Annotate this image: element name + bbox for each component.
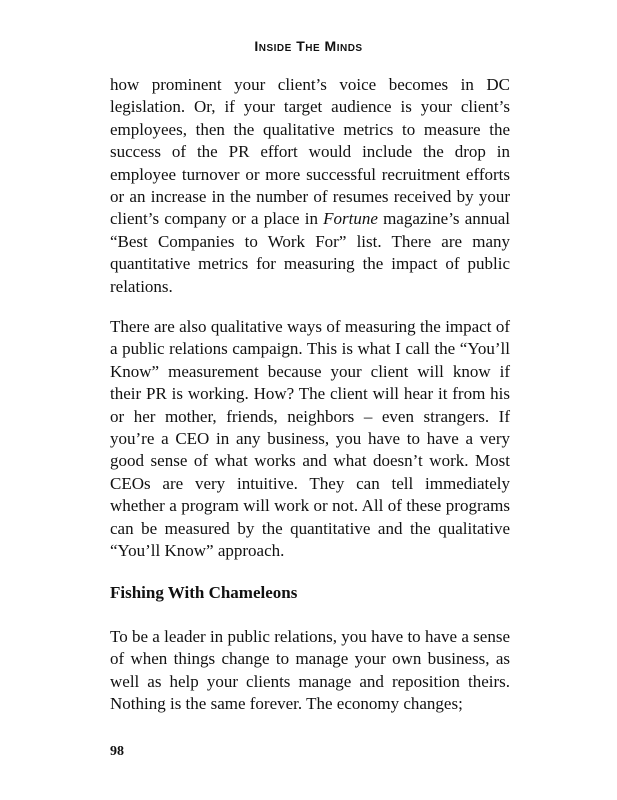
body-paragraph: There are also qualitative ways of measuring the impact of a public relations campaign. This is what I call the “You’ll Know” measurement because your client will know if their PR is working. How? The client will hear it from his or her mother, friends, neighbors – even strangers. If you’re a CEO in any business, you have to have a very good sense of what works and what doesn’t work. Most CEOs are very intuitive. They can tell immediately whether a program will work or not. All of these programs can be measured by the quantitative and the qualitative “You’ll Know” approach.: [110, 317, 510, 561]
italic-publication-title: Fortune: [323, 209, 378, 229]
running-header: Inside The Minds: [254, 38, 363, 54]
section-heading: Fishing With Chameleons: [110, 583, 298, 602]
body-paragraph: To be a leader in public relations, you have to have a sense of when things change to manage your own business, as well as help your clients manage and reposition theirs. Nothing is the same forever. The economy changes;: [110, 627, 510, 714]
paragraph-text: magazine’s annual “Best Companies to Work For” list. There are many quantitative metrics for measuring the impact of public relations.: [110, 209, 511, 296]
page-number: 98: [110, 744, 124, 759]
body-paragraph: [110, 74, 510, 298]
paragraph-text: how prominent your client’s voice becomes in DC legislation. Or, if your target audience is your client’s employees, then the qualitative metrics to measure the success of the PR effort would include the drop in employee turnover or more successful recruitment efforts or an increase in the number of resumes received by your client’s company or a place in: [110, 75, 510, 229]
